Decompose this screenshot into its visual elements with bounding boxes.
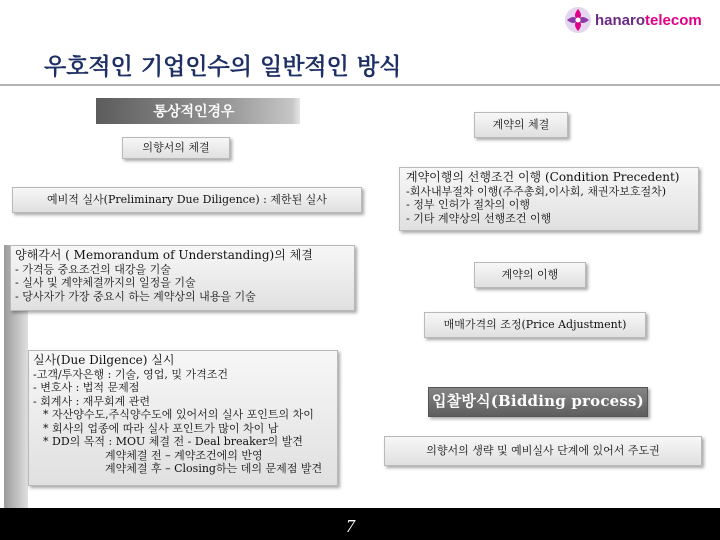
conditions-title: 계약이행의 선행조건 이행 (Condition Precedent) — [406, 170, 680, 184]
loi-signing-label: 의향서의 체결 — [142, 141, 210, 155]
title-divider — [0, 84, 720, 86]
contract-signing-box — [474, 112, 568, 138]
price-adjustment-box — [424, 312, 646, 338]
dd-line: 계약체결 전 – 계약조건에의 반영 — [105, 448, 263, 462]
contract-signing-label: 계약의 체결 — [492, 118, 550, 132]
loi-signing-box — [122, 137, 230, 159]
scenario-banner: 통상적인경우 — [96, 98, 292, 124]
price-adjustment-label: 매매가격의 조정(Price Adjustment) — [443, 318, 627, 332]
logo-wordmark: hanarotelecom — [595, 11, 702, 29]
mou-line: - 당사자가 가장 중요시 하는 계약상의 내용을 기술 — [15, 289, 256, 303]
flower-logo-icon — [564, 6, 592, 34]
conditions-line: - 정부 인허가 절차의 이행 — [406, 198, 530, 211]
bidding-label: 입찰방식(Bidding process) — [432, 392, 644, 411]
mou-box — [10, 245, 355, 311]
conditions-line: - 기타 계약상의 선행조건 이행 — [406, 211, 552, 225]
preliminary-dd-label: 예비적 실사(Preliminary Due Diligence) : 제한된 실사 — [47, 193, 327, 207]
dd-line: - 변호사 : 법적 문제점 — [33, 381, 140, 394]
dd-title: 실사(Due Dilgence) 실시 — [33, 353, 175, 367]
dd-line: * 자산양수도,주식양수도에 있어서의 실사 포인트의 차이 — [43, 408, 314, 421]
mou-title: 양해각서 ( Memorandum of Understanding)의 체결 — [15, 248, 313, 262]
dd-line: 계약체결 후 – Closing하는 데의 문제점 발견 — [105, 462, 323, 475]
dd-line: -고객/투자은행 : 기술, 영업, 및 가격조건 — [33, 367, 228, 381]
bidding-note-label: 의향서의 생략 및 예비실사 단계에 있어서 주도권 — [426, 444, 660, 458]
page-number: 7 — [346, 516, 355, 536]
company-logo — [564, 4, 714, 36]
mou-line: - 가격등 중요조건의 대강을 기술 — [15, 262, 171, 276]
preliminary-dd-box — [12, 187, 362, 213]
page-title: 우호적인 기업인수의 일반적인 방식 — [44, 54, 402, 80]
conditions-line: -회사내부절차 이행(주주총회,이사회, 채권자보호절차) — [406, 184, 667, 198]
footer-band — [0, 508, 720, 540]
contract-execution-label: 계약의 이행 — [501, 268, 559, 282]
bidding-note-box — [384, 436, 702, 466]
dd-line: - 회계사 : 재무회계 관련 — [33, 394, 151, 408]
dd-line: * DD의 목적 : MOU 체결 전 - Deal breaker의 발견 — [43, 435, 303, 448]
banner-fade — [292, 98, 300, 124]
dd-line: * 회사의 업종에 따라 실사 포인트가 많이 차이 남 — [43, 421, 279, 435]
due-diligence-box — [28, 350, 338, 486]
conditions-box — [399, 167, 699, 231]
contract-execution-box — [474, 262, 586, 288]
bidding-box — [428, 387, 648, 417]
mou-line: - 실사 및 계약체결까지의 일정을 기술 — [15, 276, 196, 289]
